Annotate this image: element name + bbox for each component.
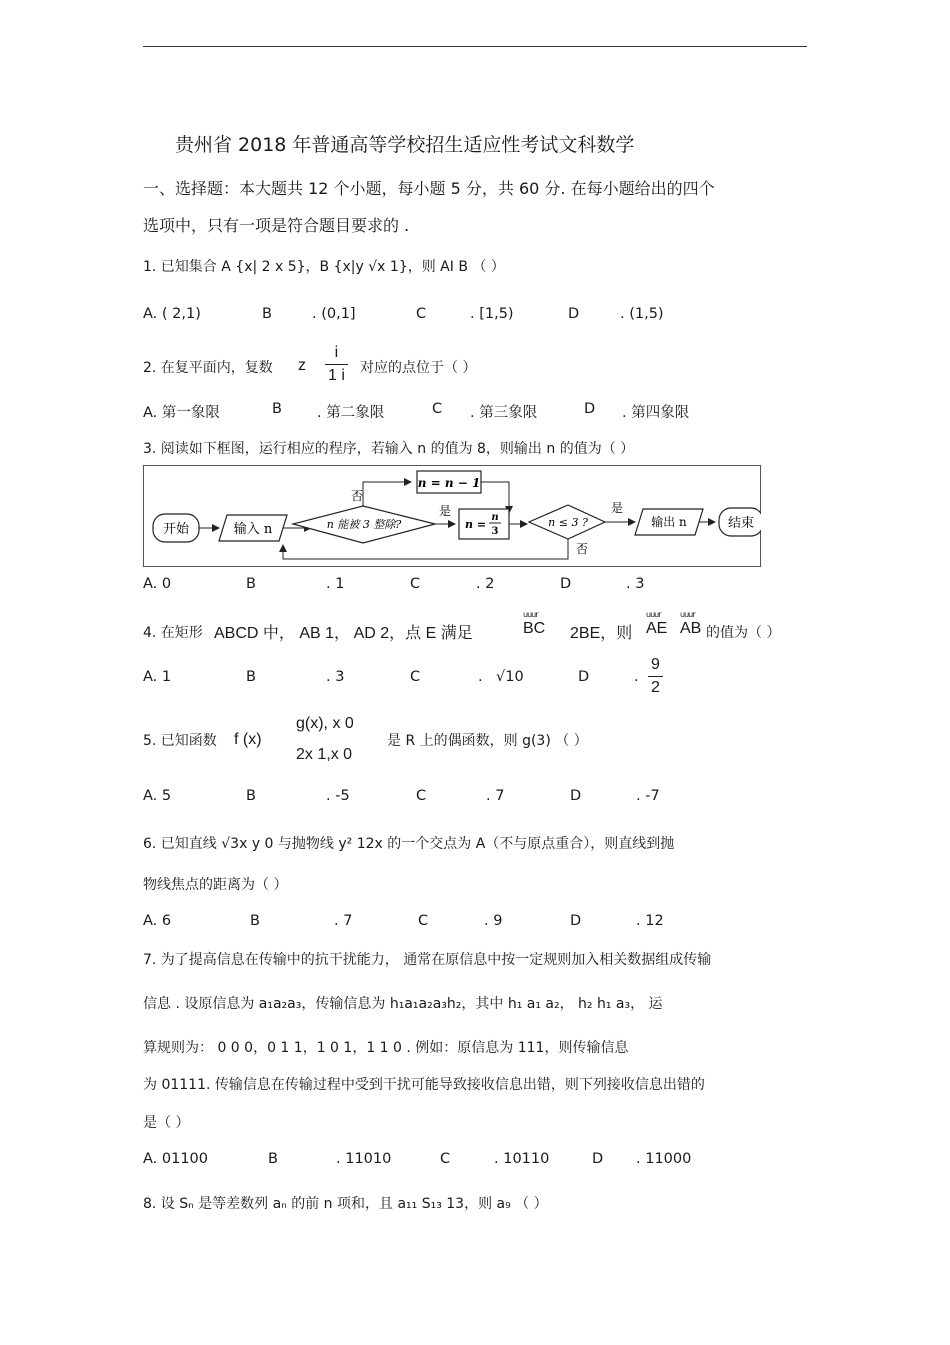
q5-option-c: . 7: [486, 788, 505, 804]
q7-option-b: . 11010: [336, 1151, 392, 1167]
q6-option-b-letter: B: [250, 913, 260, 929]
flowchart: [143, 465, 761, 567]
q4-vec-mark-3: uuur: [680, 610, 695, 619]
q2-option-a: A. 第一象限: [143, 405, 220, 421]
q4-option-d-den: 2: [651, 679, 660, 696]
q2-fraction-num: i: [325, 344, 348, 365]
q3-option-b-letter: B: [246, 576, 256, 592]
q2-fraction: [325, 344, 348, 385]
section-intro-line1: 一、选择题：本大题共 12 个小题，每小题 5 分，共 60 分. 在每小题给出的四个: [143, 179, 715, 198]
q4-vec-ae: AE: [646, 620, 668, 637]
flow-assign2-den: 3: [491, 526, 499, 537]
q1-option-c: . [1,5): [470, 306, 514, 322]
q5-option-b-letter: B: [246, 788, 256, 804]
q4-option-d-num: 9: [648, 656, 663, 677]
q7-option-a: A. 01100: [143, 1151, 209, 1167]
flow-cond2-label: n ≤ 3 ?: [548, 516, 588, 529]
q7-line5: 是（ ）: [143, 1115, 190, 1131]
q4-option-a: A. 1: [143, 669, 172, 685]
q1-option-d-letter: D: [568, 306, 580, 322]
q6-option-a: A. 6: [143, 913, 172, 929]
q5-prefix: 5. 已知函数: [143, 733, 217, 749]
q3-option-a: A. 0: [143, 576, 172, 592]
q5-case2: 2x 1,x 0: [296, 746, 353, 763]
q4-option-c-dot: .: [478, 669, 483, 685]
q5-suffix: 是 R 上的偶函数，则 g(3) （ ）: [387, 733, 588, 749]
q3-option-b: . 1: [326, 576, 345, 592]
q1-option-b: . (0,1]: [312, 306, 356, 322]
q7-option-d-letter: D: [592, 1151, 604, 1167]
flow-no2-label: 否: [576, 542, 589, 556]
q4-mid: 2BE，则: [570, 625, 633, 642]
q7-line4: 为 01111. 传输信息在传输过程中受到干扰可能导致接收信息出错，则下列接收信息出错的: [143, 1077, 705, 1093]
q4-option-c: √10: [496, 669, 524, 685]
q4-option-c-letter: C: [410, 669, 421, 685]
flow-assign2-num: n: [491, 512, 499, 523]
q2-option-c-letter: C: [432, 401, 443, 417]
q6-option-c: . 9: [484, 913, 503, 929]
q5-option-d-letter: D: [570, 788, 582, 804]
flow-no1-label: 否: [351, 489, 364, 503]
q7-option-c-letter: C: [440, 1151, 451, 1167]
q3-stem: 3. 阅读如下框图，运行相应的程序，若输入 n 的值为 8，则输出 n 的值为（ ）: [143, 441, 635, 457]
q2-option-b-letter: B: [272, 401, 282, 417]
q2-option-d-letter: D: [584, 401, 596, 417]
q3-option-d-letter: D: [560, 576, 572, 592]
q4-option-d-fraction: [648, 656, 663, 697]
q6-line2: 物线焦点的距离为（ ）: [143, 877, 288, 893]
page-title: 贵州省 2018 年普通高等学校招生适应性考试文科数学: [175, 134, 635, 156]
q6-line1: 6. 已知直线 √3x y 0 与抛物线 y² 12x 的一个交点为 A（不与原点重合），则直线到抛: [143, 836, 675, 852]
q7-option-d: . 11000: [636, 1151, 692, 1167]
q6-option-c-letter: C: [418, 913, 429, 929]
q7-line1: 7. 为了提高信息在传输中的抗干扰能力， 通常在原信息中按一定规则加入相关数据组成传输: [143, 952, 712, 968]
q7-line2: 信息 . 设原信息为 a₁a₂a₃，传输信息为 h₁a₁a₂a₃h₂，其中 h₁ a₁ a₂， h₂ h₁ a₃， 运: [143, 996, 663, 1012]
q5-option-b: . -5: [326, 788, 350, 804]
q2-z: z: [298, 357, 306, 374]
q5-fx: f (x): [234, 731, 262, 748]
q5-option-a: A. 5: [143, 788, 172, 804]
q4-option-d-dot: .: [634, 669, 639, 685]
q3-option-d: . 3: [626, 576, 645, 592]
flow-output-label: 输出 n: [651, 515, 687, 529]
q3-option-c: . 2: [476, 576, 495, 592]
q4-vec-mark-1: uuur: [523, 610, 538, 619]
q8-stem: 8. 设 Sₙ 是等差数列 aₙ 的前 n 项和，且 a₁₁ S₁₃ 13，则 a₉ （ ）: [143, 1196, 548, 1212]
q1-option-a: A. ( 2,1): [143, 306, 201, 322]
q7-line3: 算规则为： 0 0 0，0 1 1，1 0 1，1 1 0 . 例如：原信息为 111，则传输信息: [143, 1040, 629, 1056]
q6-option-b: . 7: [334, 913, 353, 929]
flow-input-label: 输入 n: [233, 522, 273, 537]
q2-option-b: . 第二象限: [317, 405, 385, 421]
q1-option-b-letter: B: [262, 306, 272, 322]
q7-option-b-letter: B: [268, 1151, 278, 1167]
q2-option-c: . 第三象限: [470, 405, 538, 421]
q5-option-d: . -7: [636, 788, 660, 804]
q4-option-d-letter: D: [578, 669, 590, 685]
flow-assign1-label: n = n − 1: [417, 476, 481, 490]
q4-stem-a: 4. 在矩形: [143, 625, 203, 641]
flow-yes2-label: 是: [611, 501, 624, 515]
q4-option-b: . 3: [326, 669, 345, 685]
q2-fraction-den: 1 i: [328, 367, 345, 384]
q3-option-c-letter: C: [410, 576, 421, 592]
q6-option-d-letter: D: [570, 913, 582, 929]
q4-stem-b: ABCD 中， AB 1， AD 2，点 E 满足: [214, 625, 473, 642]
q6-option-d: . 12: [636, 913, 664, 929]
q4-vec-bc: BC: [523, 620, 546, 637]
q4-option-b-letter: B: [246, 669, 256, 685]
q5-case1: g(x), x 0: [296, 715, 354, 732]
q1-stem: 1. 已知集合 A {x| 2 x 5}，B {x|y √x 1}，则 AI B （ ）: [143, 259, 505, 275]
section-intro-line2: 选项中，只有一项是符合题目要求的 .: [143, 216, 410, 235]
header-rule: [143, 46, 807, 47]
q2-suffix: 对应的点位于（ ）: [360, 360, 477, 376]
q4-vec-mark-2: uuur: [646, 610, 661, 619]
q4-tail: 的值为（ ）: [706, 625, 781, 641]
q2-prefix: 2. 在复平面内，复数: [143, 360, 273, 376]
q4-vec-ab: AB: [680, 620, 702, 637]
q5-option-c-letter: C: [416, 788, 427, 804]
q7-option-c: . 10110: [494, 1151, 550, 1167]
flow-end-label: 结束: [727, 516, 755, 531]
q1-option-d: . (1,5): [620, 306, 664, 322]
flow-cond1-label: n 能被 3 整除?: [326, 518, 402, 531]
q1-option-c-letter: C: [416, 306, 427, 322]
q2-option-d: . 第四象限: [622, 405, 690, 421]
flow-yes1-label: 是: [439, 504, 452, 518]
flow-assign2-lhs: n =: [465, 518, 487, 531]
flow-start-label: 开始: [162, 522, 190, 537]
